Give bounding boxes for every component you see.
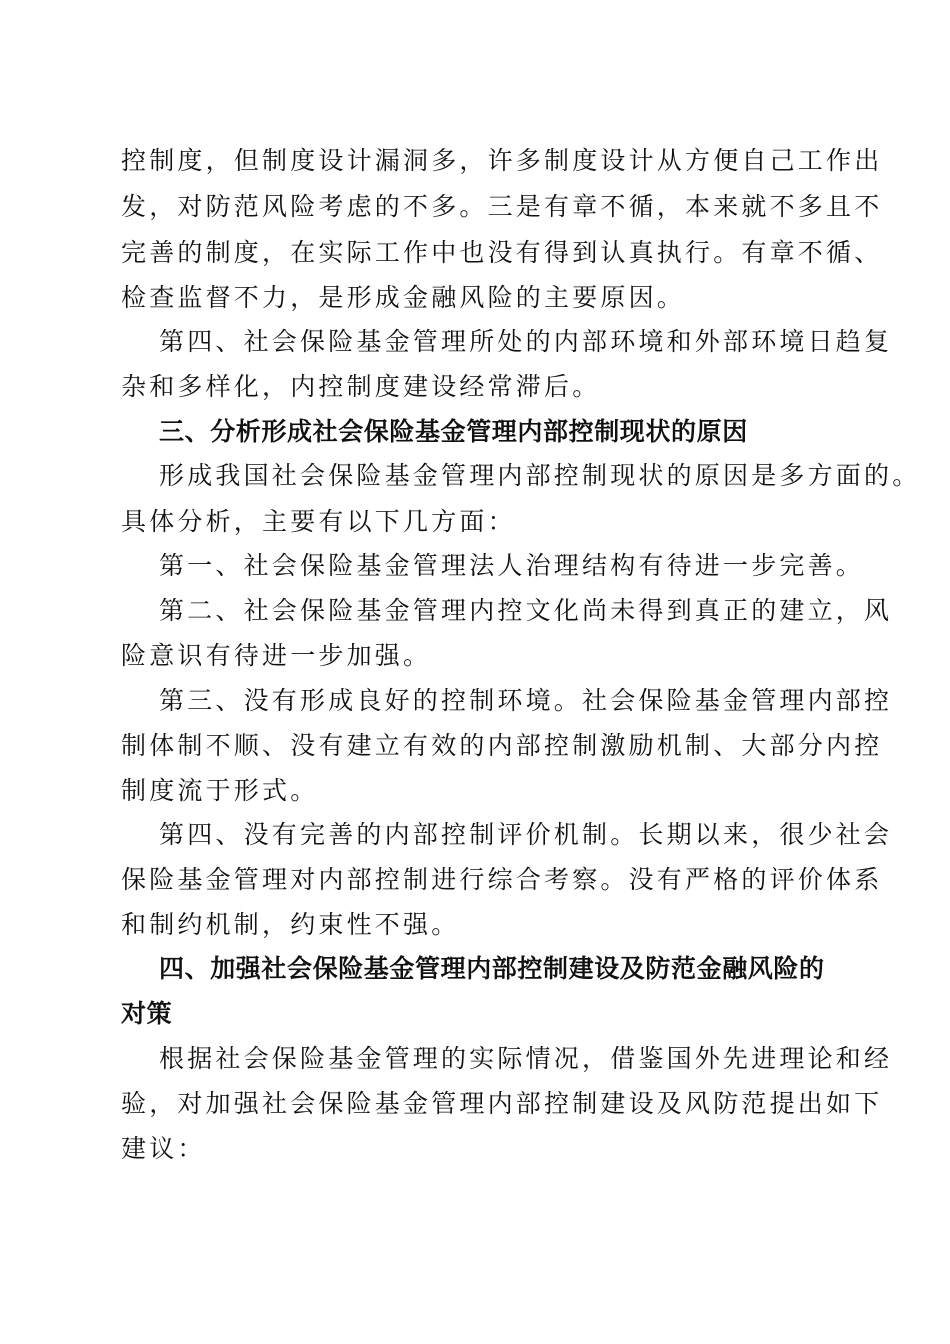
- body-text-line: 发，对防范风险考虑的不多。三是有章不循，本来就不多且不: [121, 192, 883, 221]
- section-heading-4: 四、加强社会保险基金管理内部控制建设及防范金融风险的: [159, 954, 825, 983]
- paragraph-first-line: 根据社会保险基金管理的实际情况，借鉴国外先进理论和经: [159, 1044, 893, 1073]
- paragraph-first-line: 第四、社会保险基金管理所处的内部环境和外部环境日趋复: [159, 327, 893, 356]
- body-text-line: 检查监督不力，是形成金融风险的主要原因。: [121, 283, 686, 312]
- paragraph-first-line: 第四、没有完善的内部控制评价机制。长期以来，很少社会: [159, 820, 893, 849]
- body-text-line: 验，对加强社会保险基金管理内部控制建设及风防范提出如下: [121, 1089, 883, 1118]
- body-text-line: 制体制不顺、没有建立有效的内部控制激励机制、大部分内控: [121, 731, 883, 760]
- body-text-line: 杂和多样化，内控制度建设经常滞后。: [121, 372, 601, 401]
- section-heading-3: 三、分析形成社会保险基金管理内部控制现状的原因: [159, 417, 748, 446]
- body-text-line: 和制约机制，约束性不强。: [121, 910, 460, 939]
- paragraph-first-line: 第二、社会保险基金管理内控文化尚未得到真正的建立，风: [159, 596, 893, 625]
- body-text-line: 完善的制度，在实际工作中也没有得到认真执行。有章不循、: [121, 238, 883, 267]
- body-text-line: 控制度，但制度设计漏洞多，许多制度设计从方便自己工作出: [121, 146, 883, 175]
- body-text-line: 具体分析，主要有以下几方面：: [121, 507, 516, 536]
- body-text-line: 保险基金管理对内部控制进行综合考察。没有严格的评价体系: [121, 865, 883, 894]
- body-text-line: 建议：: [121, 1134, 206, 1163]
- section-heading-4-continued: 对策: [121, 999, 173, 1028]
- paragraph-first-line: 第三、没有形成良好的控制环境。社会保险基金管理内部控: [159, 686, 893, 715]
- body-text-line: 险意识有待进一步加强。: [121, 641, 432, 670]
- body-text-line: 制度流于形式。: [121, 776, 319, 805]
- paragraph-first-line: 形成我国社会保险基金管理内部控制现状的原因是多方面的。: [159, 461, 921, 490]
- paragraph-first-line: 第一、社会保险基金管理法人治理结构有待进一步完善。: [159, 551, 865, 580]
